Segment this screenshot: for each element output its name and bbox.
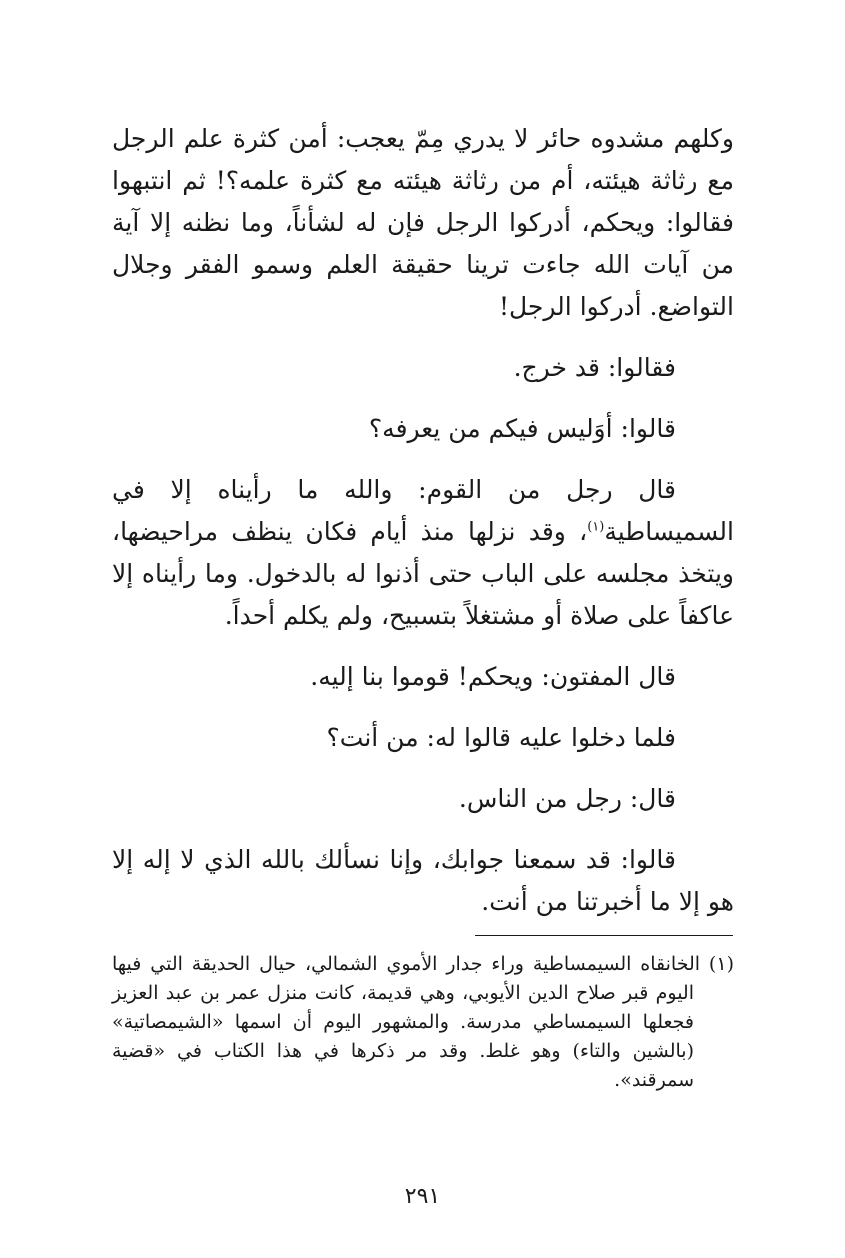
paragraph-4-start: قال رجل من القوم: والله ما رأيناه إلا في السميساطية <box>112 475 734 546</box>
paragraph-7: قال: رجل من الناس. <box>458 784 676 813</box>
main-text <box>112 118 734 923</box>
paragraph-8: قالوا: قد سمعنا جوابك، وإنا نسألك بالله الذي لا إله إلا هو إلا ما أخبرتنا من أنت. <box>112 845 734 916</box>
paragraph-2: فقالوا: قد خرج. <box>513 353 676 382</box>
paragraph-4-end: ، وقد نزلها منذ أيام فكان ينظف مراحيضها، ويتخذ مجلسه على الباب حتى أذنوا له بالدخول. وما رأيناه إلا عاكفاً على صلاة أو مشتغلاً بتسبيح، ولم يكلم أحداً. <box>112 517 734 630</box>
paragraph-6: فلما دخلوا عليه قالوا له: من أنت؟ <box>326 723 676 752</box>
paragraph-5: قال المفتون: ويحكم! قوموا بنا إليه. <box>310 662 676 691</box>
paragraph-1: وكلهم مشدوه حائر لا يدري مِمّ يعجب: أمن كثرة علم الرجل مع رثاثة هيئته، أم من رثاثة هيئته مع كثرة علمه؟! ثم انتبهوا فقالوا: ويحكم، أدركوا الرجل فإن له لشأناً، وما نظنه إلا آية من آيات الله جاءت ترينا حقيقة العلم وسمو الفقر وجلال التواضع. أدركوا الرجل! <box>112 124 734 321</box>
paragraph-4 <box>112 469 734 637</box>
footnote-divider <box>475 935 733 936</box>
footnote <box>112 950 734 1095</box>
footnote-reference: (١) <box>587 519 605 535</box>
footnote-text: (١) الخانقاه السيمساطية وراء جدار الأموي الشمالي، حيال الحديقة التي فيها اليوم قبر صلاح الدين الأيوبي، وهي قديمة، كانت منزل عمر بن عبد العزيز فجعلها السيمساطي مدرسة. والمشهور اليوم أن اسمها «الشيمصاتية» (بالشين والتاء) وهو غلط. وقد مر ذكرها في هذا الكتاب في «قضية سمرقند». <box>112 953 734 1091</box>
paragraph-3: قالوا: أوَليس فيكم من يعرفه؟ <box>368 414 676 443</box>
page-number: ٢٩١ <box>404 1184 441 1209</box>
